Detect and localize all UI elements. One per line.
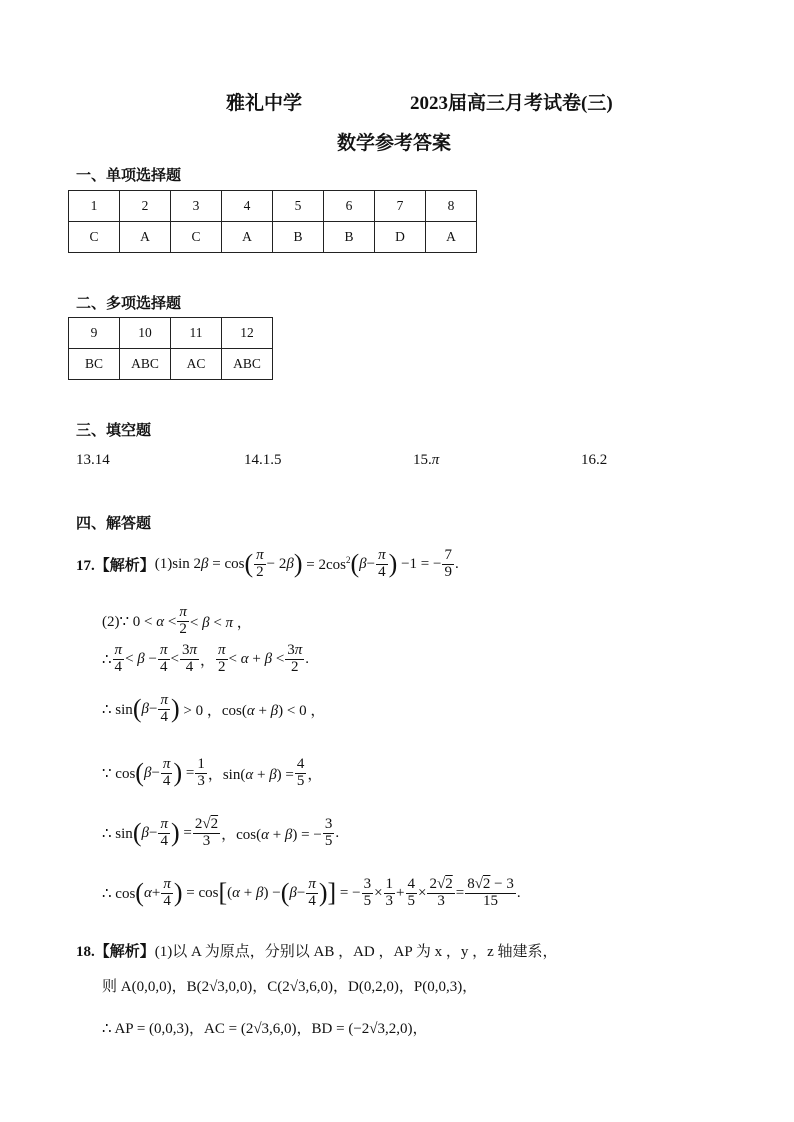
- table-cell: BC: [69, 349, 120, 380]
- math-expression: < α + β <: [228, 650, 285, 667]
- table-cell: C: [69, 222, 120, 253]
- table-cell: 10: [120, 318, 171, 349]
- table-cell: 12: [222, 318, 273, 349]
- math-fraction: $\frac{3}{5}$: [363, 876, 372, 909]
- math-paren: (: [350, 549, 360, 579]
- math-fraction: $\frac{\pi}{2}$: [256, 547, 264, 580]
- math-fraction: $\frac{1}{3}$: [385, 876, 394, 909]
- school-name: 雅礼中学: [226, 93, 303, 114]
- math-fraction: $\frac{\pi}{4}$: [378, 547, 386, 580]
- math-paren: (: [132, 818, 142, 848]
- math-fraction: $\frac{\pi}{2}$: [218, 642, 226, 675]
- math-expression: .: [305, 650, 310, 667]
- table-cell: 8: [426, 191, 477, 222]
- q17-part2-line1: [102, 605, 252, 638]
- table-cell: A: [222, 222, 273, 253]
- q18-label: 18.【解析】: [76, 944, 155, 960]
- table-cell: 3: [171, 191, 222, 222]
- math-paren: (: [132, 694, 142, 724]
- math-expression: ∴: [102, 651, 112, 668]
- math-fraction: $\frac{\pi}{4}$: [160, 692, 168, 725]
- table-cell: ABC: [120, 349, 171, 380]
- table-cell: AC: [171, 349, 222, 380]
- math-expression: .: [335, 824, 340, 841]
- q17-part2-line6: ∴ cos ( α + $\frac{\pi}{4}$ ) = cos [ (α + β) − ( β − $\frac{\pi}{4}$ )] = − $\frac{3}{5}$ × $\frac{1}{3}$ + $\frac{4}{5}$ × $\frac{2√2}{3}$ = $\frac{8√2 - 3}{15}$ .: [102, 876, 521, 909]
- math-fraction: $\frac{3}{5}$: [324, 816, 333, 849]
- math-expression: (1)sin 2β = cos: [154, 555, 245, 572]
- math-expression: (α + β) −: [227, 884, 281, 901]
- table-cell: 7: [375, 191, 426, 222]
- math-expression: <: [170, 650, 179, 667]
- math-expression: =: [182, 764, 195, 781]
- math-expression: > 0 ，cos(α + β) < 0 ，: [179, 702, 326, 719]
- math-expression: (2)∵ 0 < α <: [102, 613, 177, 630]
- math-paren: ): [293, 549, 303, 579]
- table-cell: B: [324, 222, 375, 253]
- math-paren: (: [135, 878, 144, 908]
- math-fraction: $\frac{\pi}{4}$: [114, 642, 123, 675]
- math-paren: ): [388, 549, 398, 579]
- math-fraction: $\frac{7}{9}$: [444, 547, 452, 580]
- math-expression: =: [179, 824, 192, 841]
- math-fraction: $\frac{4}{5}$: [407, 876, 416, 909]
- exam-title: 2023届高三月考试卷(三): [410, 93, 613, 114]
- table-cell: C: [171, 222, 222, 253]
- table-cell: 5: [273, 191, 324, 222]
- multi-choice-table: [68, 317, 273, 380]
- math-expression: − 2β: [266, 555, 294, 572]
- math-fraction: $\frac{4}{5}$: [296, 756, 305, 789]
- math-expression: ，sin(α + β) =: [207, 766, 294, 783]
- answer-16: 16.2: [581, 452, 608, 468]
- math-expression: β: [359, 555, 367, 572]
- answer-13: 13.14: [76, 452, 110, 468]
- math-paren: (: [280, 878, 290, 908]
- math-paren: (: [244, 549, 254, 579]
- table-cell: B: [273, 222, 324, 253]
- q18-text: (1)以 A 为原点，分别以 AB ，AD ，AP 为 x ，y ，z 轴建系，: [154, 944, 558, 960]
- math-expression: ，: [199, 652, 215, 669]
- math-expression: −1 = −: [397, 555, 442, 572]
- math-fraction: $\frac{8√2 - 3}{15}$: [467, 876, 514, 909]
- math-expression: = cos: [182, 884, 219, 901]
- q17-part2-line3: ∴ sin ( β − $\frac{\pi}{4}$ ) > 0 ，cos(α + β) < 0 ，: [102, 692, 326, 725]
- section-title-fill-blank: 三、填空题: [76, 421, 152, 439]
- math-expression: = $2\cos^2$: [302, 554, 351, 573]
- answer-14: 14.1.5: [244, 452, 282, 468]
- q18-line3: ∴ AP = (0,0,3)，AC = (2√3,6,0)，BD = (−2√3,2,0)，: [102, 1021, 428, 1037]
- table-row: [69, 349, 273, 380]
- math-expression: .: [454, 555, 459, 572]
- math-paren: ): [170, 818, 180, 848]
- math-expression: β: [141, 700, 149, 717]
- math-paren: [: [218, 878, 228, 908]
- table-cell: ABC: [222, 349, 273, 380]
- math-fraction: $\frac{\pi}{4}$: [159, 642, 168, 675]
- math-fraction: $\frac{2√2}{3}$: [194, 816, 219, 849]
- q17-part1-line: 17.【解析】 (1)sin 2β = cos ( $\frac{\pi}{2}$ − 2β ) = $2\cos^2$ ( β − $\frac{\pi}{4}$ ) −1 = − $\frac{7}{9}$ .: [76, 547, 459, 580]
- q17-part2-line4: ∵ cos ( β − $\frac{\pi}{4}$ ) = $\frac{1}{3}$ ，sin(α + β) = $\frac{4}{5}$ ，: [102, 756, 323, 789]
- answer-15-value: π: [431, 452, 440, 468]
- q18-line2: 则 A(0,0,0)，B(2√3,0,0)，C(2√3,6,0)，D(0,2,0)，P(0,0,3)，: [102, 979, 478, 995]
- math-expression: < β −: [125, 650, 157, 667]
- math-fraction: $\frac{3\pi}{2}$: [287, 642, 303, 675]
- q17-part2-line2: [102, 643, 309, 676]
- math-fraction: $\frac{\pi}{4}$: [308, 876, 316, 909]
- math-fraction: $\frac{\pi}{4}$: [160, 816, 168, 849]
- table-cell: 2: [120, 191, 171, 222]
- math-paren: ): [173, 758, 183, 788]
- math-expression: β: [141, 824, 149, 841]
- math-expression: ，cos(α + β) = −: [221, 826, 322, 843]
- math-expression: = −: [336, 884, 361, 901]
- math-paren: ): [170, 694, 180, 724]
- math-expression: β: [143, 764, 152, 781]
- math-fraction: $\frac{2√2}{3}$: [429, 876, 453, 909]
- math-expression: ∴ sin: [102, 825, 133, 842]
- table-cell: A: [120, 222, 171, 253]
- single-choice-table: [68, 190, 477, 253]
- math-expression: < β < π ，: [189, 614, 252, 631]
- math-fraction: $\frac{\pi}{4}$: [163, 876, 171, 909]
- math-fraction: $\frac{3\pi}{4}$: [181, 642, 197, 675]
- math-expression: α: [143, 884, 152, 901]
- math-fraction: $\frac{\pi}{2}$: [179, 604, 187, 637]
- table-row: [69, 318, 273, 349]
- table-cell: 6: [324, 191, 375, 222]
- section-title-single-choice: 一、单项选择题: [76, 166, 182, 184]
- section-title-multi-choice: 二、多项选择题: [76, 294, 182, 312]
- math-expression: ∴ cos: [102, 885, 136, 902]
- math-expression: .: [516, 884, 521, 901]
- page-subtitle: 数学参考答案: [337, 133, 452, 154]
- math-paren: ): [173, 878, 183, 908]
- table-cell: A: [426, 222, 477, 253]
- table-cell: 11: [171, 318, 222, 349]
- table-row: [69, 191, 477, 222]
- math-paren: )]: [318, 878, 337, 908]
- table-cell: 1: [69, 191, 120, 222]
- table-cell: 4: [222, 191, 273, 222]
- q17-part2-line5: ∴ sin ( β − $\frac{\pi}{4}$ ) = $\frac{2√2}{3}$ ，cos(α + β) = − $\frac{3}{5}$ .: [102, 816, 340, 849]
- math-expression: =: [455, 884, 465, 901]
- q17-label: 17.【解析】: [76, 557, 155, 574]
- math-paren: (: [135, 758, 144, 788]
- math-expression: ，: [307, 766, 323, 783]
- math-fraction: $\frac{1}{3}$: [197, 756, 205, 789]
- table-cell: D: [375, 222, 426, 253]
- math-expression: ∵ cos: [102, 765, 136, 782]
- section-title-solutions: 四、解答题: [76, 514, 152, 532]
- answer-15-label: 15.: [413, 452, 432, 468]
- table-cell: 9: [69, 318, 120, 349]
- answer-15: [413, 452, 439, 469]
- q18-line1: [76, 940, 558, 961]
- math-fraction: $\frac{\pi}{4}$: [162, 756, 171, 789]
- math-expression: β: [289, 884, 297, 901]
- math-expression: ∴ sin: [102, 701, 133, 718]
- table-row: [69, 222, 477, 253]
